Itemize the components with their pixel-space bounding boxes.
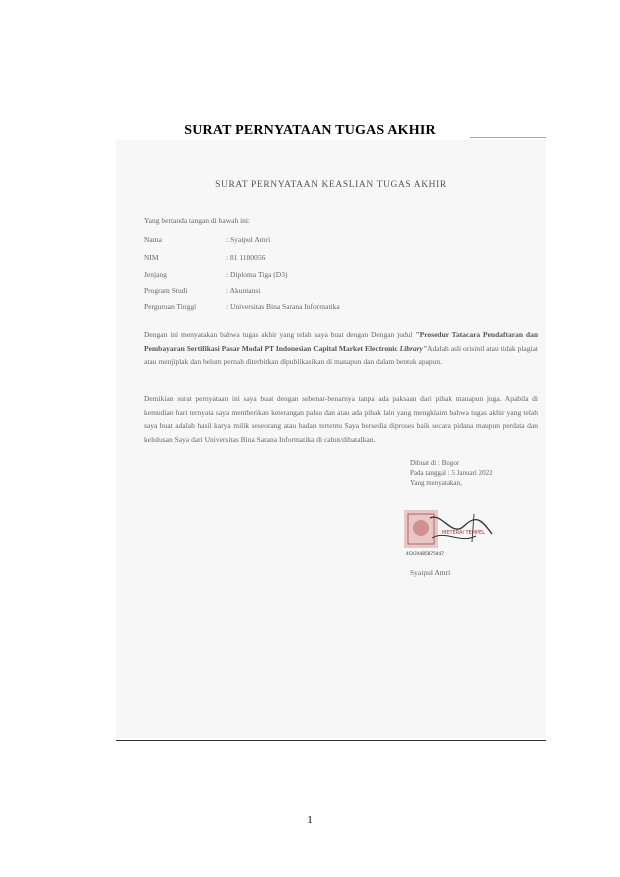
field-label: Jenjang: [144, 270, 167, 279]
place-line: Dibuat di : Bogor: [410, 459, 460, 467]
bottom-rule: [116, 740, 546, 741]
date-line: Pada tanggal : 5 Januari 2022: [410, 469, 493, 477]
field-value: : 81 1180056: [226, 253, 266, 262]
paragraph-suffix: Adalah asli orisinil atau tidak plagiat atau menjiplak dan belum pernah diterbitkan dipublikasikan di manapun dan dalam bentuk apapun.: [144, 343, 538, 366]
field-label: Perguruan Tinggi: [144, 302, 197, 311]
statement-paragraph-2: Demikian surat pernyataan ini saya buat dengan sebenar-benarnya tanpa ada paksaan dari pihak manapun juga. Apabila di kemudian hari ternyata saya memberikan keterangan palsu dan atau ada pihak lain yang mengklaim bahwa tugas akhir yang telah saya buat adalah hasil karya milik seseorang atau badan tertentu Saya bersedia diproses baik secara pidana maupun perdata dan kelulusan Saya dari Universitas Bina Sarana Informatika di cabut/dibatalkan.: [144, 394, 538, 444]
stamp-text: METERAI TEMPEL: [442, 530, 485, 536]
field-value: : Akuntansi: [226, 286, 261, 295]
statement-paragraph-1: [144, 328, 538, 369]
field-value: : Universitas Bina Sarana Informatika: [226, 302, 340, 311]
declarant-line: Yang menyatakan,: [410, 479, 462, 487]
scanned-statement: [116, 140, 546, 738]
signatory-name: Syaipul Amri: [410, 568, 451, 577]
signature-block: [410, 458, 493, 488]
field-label: Program Studi: [144, 286, 188, 295]
thesis-title: "Prosedur Tatacara Pendaftaran dan Pembayaran Sertifikasi Pasar Modal PT Indonesian Capital Market Electronic: [144, 330, 538, 353]
page-number: 1: [307, 814, 313, 826]
field-value: : Diploma Tiga (D3): [226, 270, 288, 279]
paragraph-prefix: Dengan ini menyatakan bahwa tugas akhir yang telah saya buat dengan Dengan judul: [144, 330, 416, 339]
thesis-title-italic: Library": [399, 343, 428, 353]
statement-title: SURAT PERNYATAAN KEASLIAN TUGAS AKHIR: [215, 180, 447, 190]
field-label: Nama: [144, 235, 162, 244]
field-label: NIM: [144, 253, 159, 262]
revenue-stamp-signature: [402, 508, 498, 558]
page-title: SURAT PERNYATAAN TUGAS AKHIR: [184, 123, 436, 138]
stamp-code: 4CAJX485875447: [406, 552, 444, 557]
statement-intro: Yang bertanda tangan di bawah ini:: [144, 216, 251, 225]
title-rule: [470, 137, 546, 138]
field-value: : Syaipul Amri: [226, 235, 271, 244]
